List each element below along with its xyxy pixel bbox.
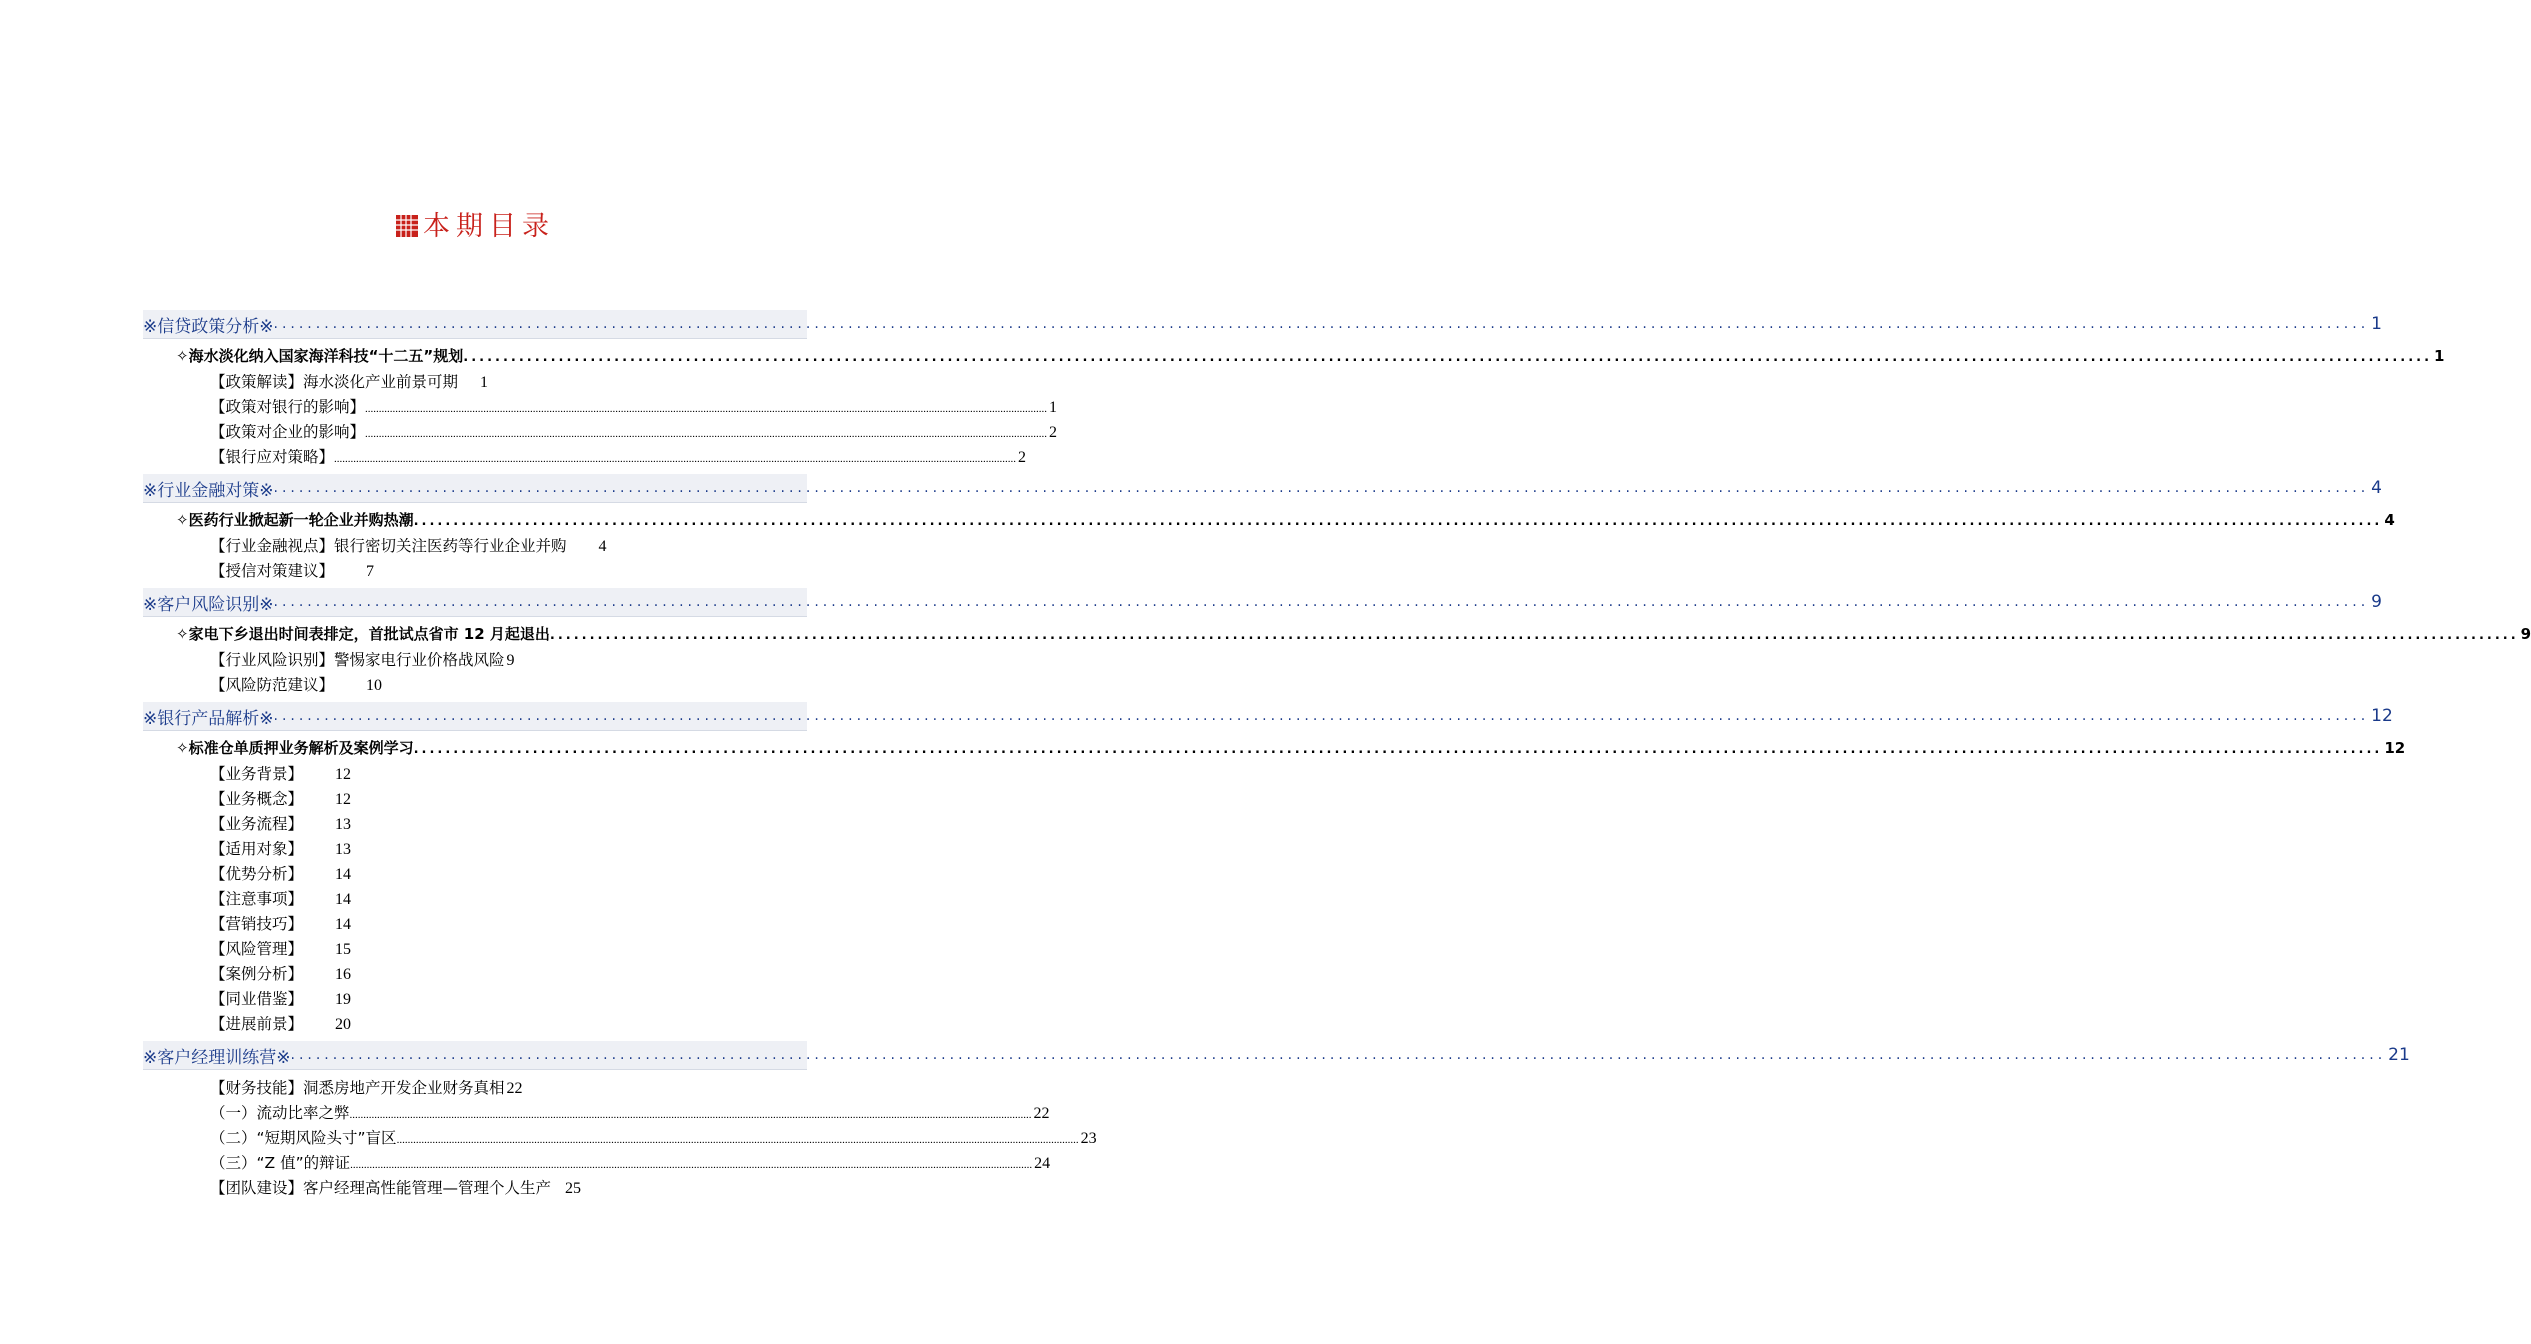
dot-leader: ........................................................................................................................................................................................................................................................	[549, 628, 2519, 643]
entry-text: 【银行应对策略】	[210, 448, 335, 466]
entry-text: 【风险管理】	[210, 940, 304, 958]
toc-subentry[interactable]	[210, 862, 351, 884]
toc-subentry[interactable]	[210, 1126, 1097, 1148]
page-number: 13	[335, 841, 352, 858]
dot-leader: ........................................................................................................................................................................................................................................................	[396, 1134, 1079, 1146]
toc-section-bank-products[interactable]	[143, 702, 2393, 731]
toc-subentry[interactable]	[210, 420, 1058, 442]
dot-leader: ........................................................................................................................................................................................................................................................	[273, 594, 2370, 610]
entry-text: 【同业借鉴】	[210, 990, 304, 1008]
page-number: 1	[2371, 314, 2382, 334]
entry-text: （一）流动比率之弊	[210, 1104, 350, 1122]
page-number: 14	[335, 866, 352, 883]
page-number: 9	[2371, 592, 2382, 612]
page-number: 22	[506, 1080, 523, 1097]
toc-subentry[interactable]	[210, 1176, 581, 1198]
toc-subentry[interactable]	[210, 887, 351, 909]
toc-section-credit-policy[interactable]	[143, 310, 2382, 339]
dot-leader: ........................................................................................................................................................................................................................................................	[290, 1047, 2387, 1063]
page-number: 2	[1049, 424, 1058, 441]
entry-text: 【政策解读】海水淡化产业前景可期	[210, 373, 459, 391]
toc-article[interactable]	[176, 509, 2395, 530]
page-number: 12	[2384, 739, 2406, 757]
entry-text: 【财务技能】洞悉房地产开发企业财务真相	[210, 1079, 505, 1097]
toc-article[interactable]	[176, 737, 2406, 758]
toc-subentry[interactable]	[210, 1012, 351, 1034]
toc-subentry[interactable]	[210, 1076, 523, 1098]
toc-section-manager-training[interactable]	[143, 1041, 2410, 1070]
page-number: 13	[335, 816, 352, 833]
toc-subentry[interactable]	[210, 987, 351, 1009]
toc-section-industry-finance[interactable]	[143, 474, 2382, 503]
toc-subentry[interactable]	[210, 534, 607, 556]
entry-text: （二）“短期风险头寸”盲区	[210, 1129, 397, 1147]
toc-subentry[interactable]	[210, 648, 515, 670]
page-number: 1	[480, 374, 489, 391]
page-number: 7	[366, 563, 375, 580]
dot-leader: ........................................................................................................................................................................................................................................................	[413, 742, 2383, 757]
page-number: 23	[1080, 1130, 1097, 1147]
toc-subentry[interactable]	[210, 762, 351, 784]
entry-text: 【团队建设】客户经理高性能管理—管理个人生产	[210, 1179, 552, 1197]
toc-subentry[interactable]	[210, 1151, 1051, 1173]
toc-subentry[interactable]	[210, 812, 351, 834]
entry-text: ※信贷政策分析※	[143, 316, 274, 337]
toc-subentry[interactable]	[210, 837, 351, 859]
page-number: 25	[565, 1180, 582, 1197]
dot-leader: ........................................................................................................................................................................................................................................................	[365, 403, 1048, 415]
entry-text: 【政策对企业的影响】	[210, 423, 366, 441]
page-number: 22	[1033, 1105, 1050, 1122]
page-number: 9	[506, 652, 515, 669]
entry-text: 【授信对策建议】	[210, 562, 335, 580]
entry-text: 【政策对银行的影响】	[210, 398, 366, 416]
toc-subentry[interactable]	[210, 1101, 1050, 1123]
page-number: 4	[2371, 478, 2382, 498]
entry-text: 【营销技巧】	[210, 915, 304, 933]
entry-text: 【行业金融视点】银行密切关注医药等行业企业并购	[210, 537, 567, 555]
toc-article[interactable]	[176, 623, 2531, 644]
toc-subentry[interactable]	[210, 912, 351, 934]
page-number: 9	[2520, 625, 2531, 643]
dot-leader: ........................................................................................................................................................................................................................................................	[413, 514, 2383, 529]
dot-leader: ........................................................................................................................................................................................................................................................	[273, 316, 2370, 332]
entry-text: 【注意事项】	[210, 890, 304, 908]
page-number: 20	[335, 1016, 352, 1033]
page-number: 12	[2371, 706, 2393, 726]
entry-text: 【适用对象】	[210, 840, 304, 858]
entry-text: 【业务概念】	[210, 790, 304, 808]
toc-section-customer-risk[interactable]	[143, 588, 2382, 617]
entry-text: 【进展前景】	[210, 1015, 304, 1033]
entry-text: ※行业金融对策※	[143, 480, 274, 501]
title-text: 本期目录	[423, 211, 555, 242]
entry-text: 【业务背景】	[210, 765, 304, 783]
page-number: 12	[335, 766, 352, 783]
toc-subentry[interactable]	[210, 787, 351, 809]
page-number: 1	[2434, 347, 2445, 365]
page-number: 2	[1018, 449, 1027, 466]
page-number: 14	[335, 891, 352, 908]
dot-leader: ........................................................................................................................................................................................................................................................	[365, 428, 1048, 440]
page-number: 24	[1034, 1155, 1051, 1172]
toc-subentry[interactable]	[210, 445, 1027, 467]
entry-text: ✧标准仓单质押业务解析及案例学习	[176, 739, 414, 757]
page-number: 21	[2388, 1045, 2410, 1065]
entry-text: ✧海水淡化纳入国家海洋科技“十二五”规划	[176, 347, 464, 365]
page-number: 12	[335, 791, 352, 808]
page-number: 19	[335, 991, 352, 1008]
page-number: 4	[2384, 511, 2395, 529]
dot-leader: ........................................................................................................................................................................................................................................................	[273, 708, 2370, 724]
entry-text: ✧家电下乡退出时间表排定，首批试点省市 12 月起退出	[176, 625, 550, 643]
entry-text: 【优势分析】	[210, 865, 304, 883]
entry-text: ✧医药行业掀起新一轮企业并购热潮	[176, 511, 414, 529]
entry-text: 【业务流程】	[210, 815, 304, 833]
toc-article[interactable]	[176, 345, 2445, 366]
page-number: 15	[335, 941, 352, 958]
page-number: 1	[1049, 399, 1058, 416]
entry-text: ※客户风险识别※	[143, 594, 274, 615]
entry-text: 【案例分析】	[210, 965, 304, 983]
toc-subentry[interactable]	[210, 395, 1058, 417]
toc-subentry[interactable]	[210, 559, 374, 581]
toc-subentry[interactable]	[210, 673, 382, 695]
toc-subentry[interactable]	[210, 962, 351, 984]
entry-text: 【行业风险识别】警惕家电行业价格战风险	[210, 651, 505, 669]
page-number: 10	[366, 677, 383, 694]
page-number: 14	[335, 916, 352, 933]
toc-subentry[interactable]	[210, 370, 488, 392]
dot-leader: ........................................................................................................................................................................................................................................................	[334, 453, 1017, 465]
toc-subentry[interactable]	[210, 937, 351, 959]
dot-leader: ........................................................................................................................................................................................................................................................	[350, 1159, 1033, 1171]
entry-text: （三）“Z 值”的辩证	[210, 1154, 351, 1172]
page-number: 4	[598, 538, 607, 555]
dot-leader: ........................................................................................................................................................................................................................................................	[349, 1109, 1032, 1121]
page-number: 16	[335, 966, 352, 983]
entry-text: 【风险防范建议】	[210, 676, 335, 694]
dot-leader: ........................................................................................................................................................................................................................................................	[273, 480, 2370, 496]
entry-text: ※客户经理训练营※	[143, 1047, 291, 1068]
dot-leader: ........................................................................................................................................................................................................................................................	[463, 350, 2433, 365]
entry-text: ※银行产品解析※	[143, 708, 274, 729]
